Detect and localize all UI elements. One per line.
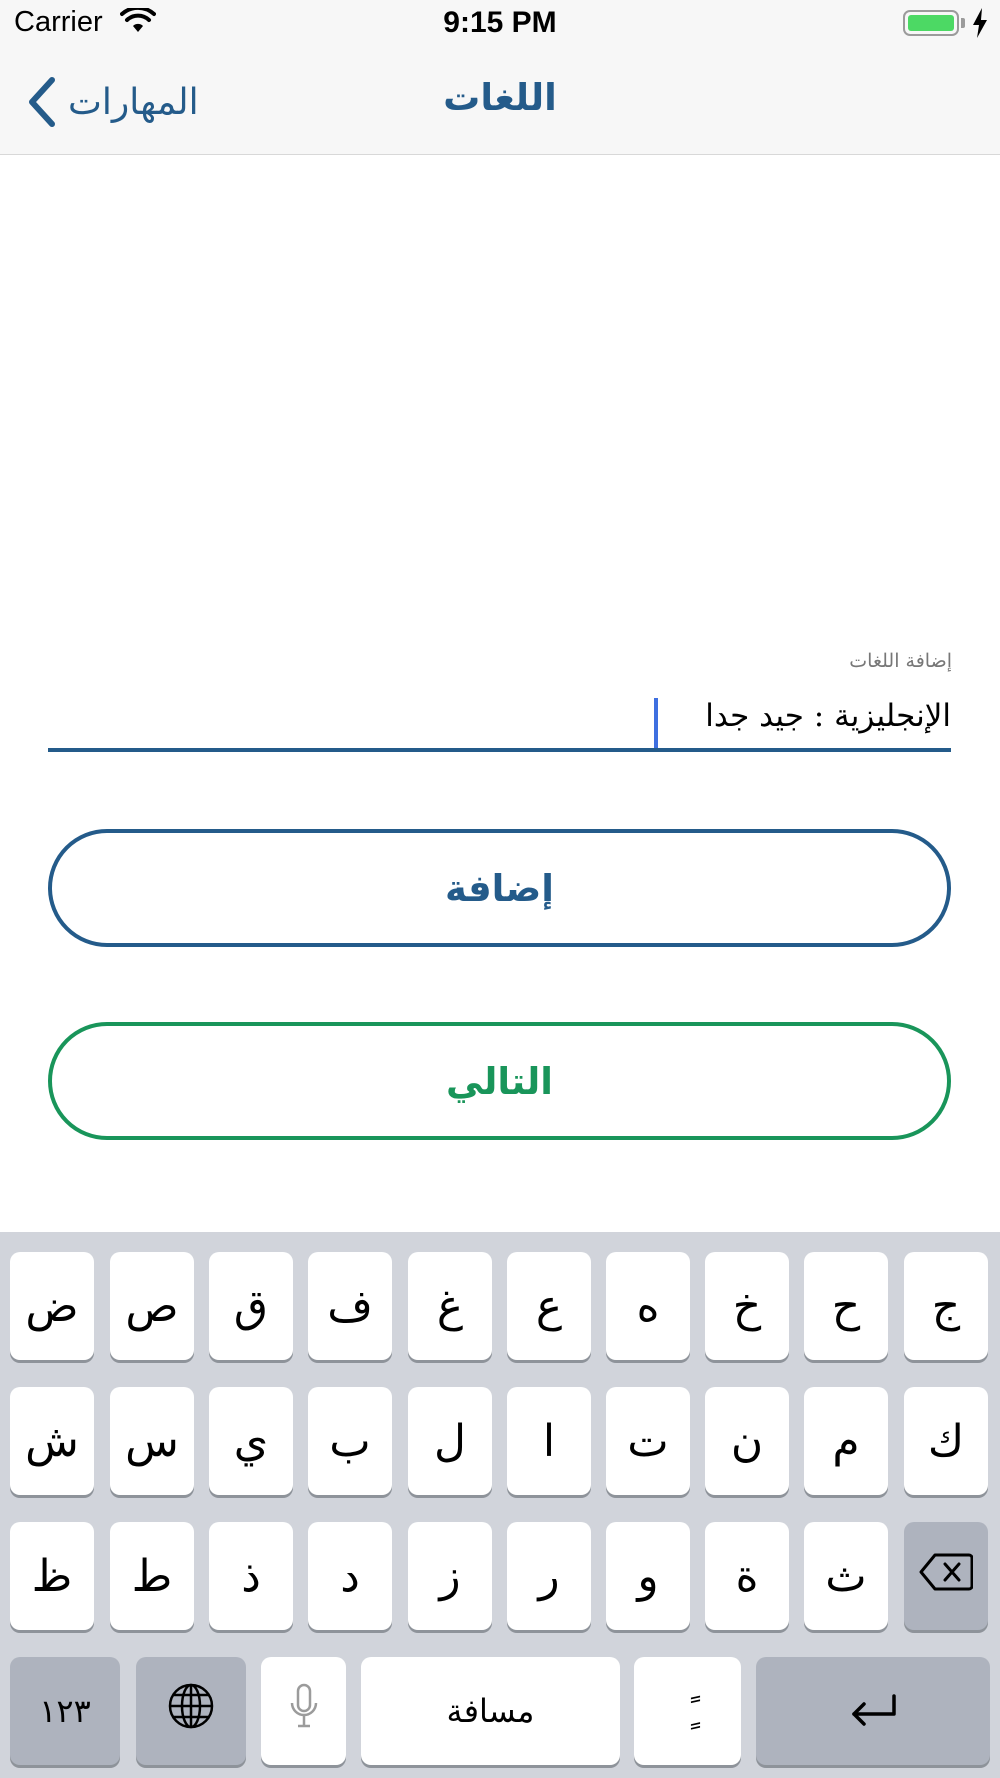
- key[interactable]: س: [110, 1387, 194, 1495]
- battery-icon: [903, 10, 959, 36]
- delete-key[interactable]: [904, 1522, 988, 1630]
- space-key[interactable]: مسافة: [361, 1657, 620, 1765]
- microphone-key[interactable]: [261, 1657, 346, 1765]
- diacritics-key[interactable]: [634, 1657, 741, 1765]
- key[interactable]: ذ: [209, 1522, 293, 1630]
- language-field-label: إضافة اللغات: [849, 650, 952, 672]
- key[interactable]: ق: [209, 1252, 293, 1360]
- key[interactable]: ط: [110, 1522, 194, 1630]
- add-button[interactable]: إضافة: [48, 829, 951, 947]
- key[interactable]: ش: [10, 1387, 94, 1495]
- key[interactable]: ت: [606, 1387, 690, 1495]
- key[interactable]: ن: [705, 1387, 789, 1495]
- battery-tip: [961, 18, 965, 28]
- carrier-label: Carrier: [14, 6, 103, 38]
- globe-key[interactable]: [136, 1657, 246, 1765]
- key[interactable]: ع: [507, 1252, 591, 1360]
- key[interactable]: ح: [804, 1252, 888, 1360]
- status-bar: [0, 0, 1000, 50]
- keyboard: [0, 1232, 1000, 1778]
- clock: 9:15 PM: [443, 6, 557, 39]
- key[interactable]: ج: [904, 1252, 988, 1360]
- key[interactable]: ظ: [10, 1522, 94, 1630]
- key[interactable]: ب: [308, 1387, 392, 1495]
- key[interactable]: ة: [705, 1522, 789, 1630]
- key[interactable]: ض: [10, 1252, 94, 1360]
- key[interactable]: م: [804, 1387, 888, 1495]
- key[interactable]: ز: [408, 1522, 492, 1630]
- charging-icon: [972, 8, 988, 42]
- key[interactable]: ه: [606, 1252, 690, 1360]
- key[interactable]: غ: [408, 1252, 492, 1360]
- back-label: المهارات: [68, 81, 199, 123]
- key[interactable]: ص: [110, 1252, 194, 1360]
- text-cursor: [654, 698, 658, 748]
- key[interactable]: ف: [308, 1252, 392, 1360]
- key[interactable]: ك: [904, 1387, 988, 1495]
- key[interactable]: ر: [507, 1522, 591, 1630]
- page-title: اللغات: [443, 76, 557, 119]
- return-key[interactable]: [756, 1657, 990, 1765]
- return-icon: [848, 1686, 898, 1737]
- backspace-icon: [919, 1551, 973, 1602]
- key[interactable]: ا: [507, 1387, 591, 1495]
- key[interactable]: ل: [408, 1387, 492, 1495]
- key[interactable]: خ: [705, 1252, 789, 1360]
- numbers-key[interactable]: ١٢٣: [10, 1657, 120, 1765]
- globe-icon: [167, 1682, 215, 1741]
- navigation-bar: [0, 50, 1000, 155]
- language-input[interactable]: [48, 690, 951, 752]
- next-button[interactable]: التالي: [48, 1022, 951, 1140]
- key[interactable]: د: [308, 1522, 392, 1630]
- key[interactable]: و: [606, 1522, 690, 1630]
- key[interactable]: ي: [209, 1387, 293, 1495]
- microphone-icon: [289, 1683, 319, 1740]
- key[interactable]: ث: [804, 1522, 888, 1630]
